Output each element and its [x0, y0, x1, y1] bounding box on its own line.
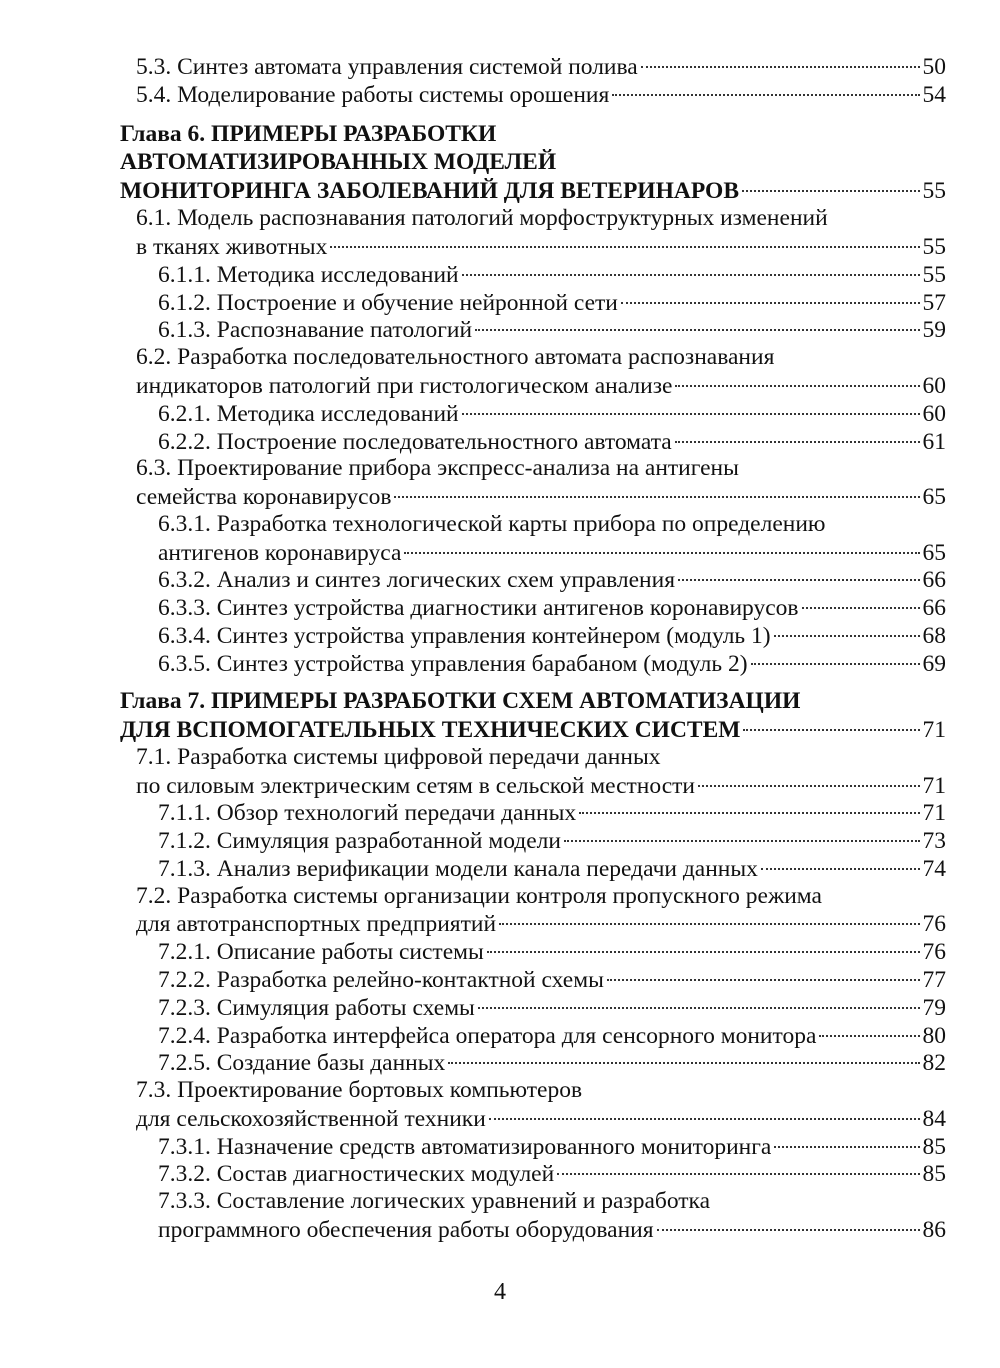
toc-entry-title: 6.1.3. Распознавание патологий	[158, 316, 473, 343]
toc-page-number: 60	[922, 400, 946, 427]
toc-page-number: 84	[922, 1105, 946, 1132]
toc-entry-title: 5.3. Синтез автомата управления системой полива	[136, 53, 638, 80]
chapter-6-heading-line-3: МОНИТОРИНГА ЗАБОЛЕВАНИЙ ДЛЯ ВЕТЕРИНАРОВ	[120, 177, 740, 204]
toc-entry-6-3-4[interactable]	[0, 622, 946, 650]
toc-page-number: 65	[922, 539, 946, 566]
toc-entry-title: 7.2.5. Создание базы данных	[158, 1049, 446, 1076]
toc-entry-title: 5.4. Моделирование работы системы орошения	[136, 81, 610, 108]
dot-leader	[641, 66, 920, 68]
toc-entry-7-1-2[interactable]	[0, 827, 946, 855]
dot-leader	[489, 1118, 920, 1120]
toc-entry-7-2-4[interactable]	[0, 1022, 946, 1050]
toc-entry-title: семейства коронавирусов	[136, 483, 392, 510]
toc-entry-5-4[interactable]	[0, 81, 946, 109]
toc-entry-6-1-2[interactable]	[0, 289, 946, 317]
toc-page-number: 76	[922, 938, 946, 965]
toc-entry-6-3-1[interactable]	[0, 539, 946, 567]
dot-leader	[579, 812, 919, 814]
toc-entry-title: 7.3.1. Назначение средств автоматизированного мониторинга	[158, 1133, 772, 1160]
toc-page-number: 71	[922, 716, 946, 743]
dot-leader	[774, 1146, 919, 1148]
toc-page-number: 79	[922, 994, 946, 1021]
toc-page-number: 59	[922, 316, 946, 343]
toc-page-number: 66	[922, 594, 946, 621]
dot-leader	[404, 552, 919, 554]
toc-entry-6-3[interactable]	[0, 483, 946, 511]
toc-page-number: 60	[922, 372, 946, 399]
toc-page-number: 50	[922, 53, 946, 80]
toc-entry-title: 7.2.1. Описание работы системы	[158, 938, 484, 965]
dot-leader	[330, 246, 919, 248]
toc-entry-title: 6.2.2. Построение последовательностного автомата	[158, 428, 672, 455]
toc-entry-7-3-line-1: 7.3. Проектирование бортовых компьютеров	[136, 1077, 583, 1103]
toc-page-number: 82	[922, 1049, 946, 1076]
toc-entry-6-3-3[interactable]	[0, 594, 946, 622]
toc-page-number: 66	[922, 566, 946, 593]
toc-entry-title: 7.3.2. Состав диагностических модулей	[158, 1160, 555, 1187]
toc-entry-title: 6.1.2. Построение и обучение нейронной сети	[158, 289, 618, 316]
toc-entry-7-2-3[interactable]	[0, 994, 946, 1022]
dot-leader	[675, 441, 920, 443]
toc-page-number: 57	[922, 289, 946, 316]
toc-entry-7-2-1[interactable]	[0, 938, 946, 966]
chapter-6-heading-line-2: АВТОМАТИЗИРОВАННЫХ МОДЕЛЕЙ	[120, 149, 557, 175]
dot-leader	[743, 729, 919, 731]
dot-leader	[819, 1035, 919, 1037]
chapter-6-heading-line-1: Глава 6. ПРИМЕРЫ РАЗРАБОТКИ	[120, 121, 497, 147]
dot-leader	[612, 94, 919, 96]
toc-entry-title: 7.1.3. Анализ верификации модели канала передачи данных	[158, 855, 758, 882]
toc-entry-7-2[interactable]	[0, 910, 946, 938]
toc-entry-title: 6.3.3. Синтез устройства диагностики антигенов коронавирусов	[158, 594, 799, 621]
toc-entry-6-2-line-1: 6.2. Разработка последовательностного автомата распознавания	[136, 344, 775, 370]
toc-page-number: 85	[922, 1160, 946, 1187]
toc-entry-6-3-5[interactable]	[0, 650, 946, 678]
toc-entry-title: в тканях животных	[136, 233, 328, 260]
toc-entry-7-2-line-1: 7.2. Разработка системы организации контроля пропускного режима	[136, 883, 822, 909]
toc-page-number: 55	[922, 233, 946, 260]
toc-page-number: 85	[922, 1133, 946, 1160]
dot-leader	[802, 607, 920, 609]
dot-leader	[564, 840, 920, 842]
toc-entry-7-3-3[interactable]	[0, 1216, 946, 1244]
dot-leader	[678, 579, 919, 581]
toc-entry-title: 7.2.4. Разработка интерфейса оператора для сенсорного монитора	[158, 1022, 817, 1049]
toc-entry-6-3-2[interactable]	[0, 566, 946, 594]
toc-entry-title: 6.3.2. Анализ и синтез логических схем управления	[158, 566, 676, 593]
toc-entry-title: 6.1.1. Методика исследований	[158, 261, 459, 288]
dot-leader	[478, 1007, 920, 1009]
toc-entry-title: 6.3.5. Синтез устройства управления барабаном (модуль 2)	[158, 650, 748, 677]
dot-leader	[621, 302, 920, 304]
dot-leader	[462, 413, 920, 415]
toc-page-number: 61	[922, 428, 946, 455]
dot-leader	[698, 785, 920, 787]
toc-entry-title: программного обеспечения работы оборудования	[158, 1216, 654, 1243]
toc-entry-6-3-1-line-1: 6.3.1. Разработка технологической карты прибора по определению	[158, 511, 826, 537]
toc-entry-6-3-line-1: 6.3. Проектирование прибора экспресс-анализа на антигены	[136, 455, 739, 481]
toc-entry-title: 6.2.1. Методика исследований	[158, 400, 459, 427]
toc-entry-title: 7.1.1. Обзор технологий передачи данных	[158, 799, 577, 826]
toc-entry-title: антигенов коронавируса	[158, 539, 402, 566]
toc-page-number: 86	[922, 1216, 946, 1243]
dot-leader	[475, 329, 919, 331]
dot-leader	[462, 274, 920, 276]
toc-page-number: 55	[922, 261, 946, 288]
dot-leader	[487, 951, 920, 953]
toc-entry-7-2-2[interactable]	[0, 966, 946, 994]
dot-leader	[657, 1229, 920, 1231]
toc-entry-title: для сельскохозяйственной техники	[136, 1105, 486, 1132]
chapter-7-heading-line-1: Глава 7. ПРИМЕРЫ РАЗРАБОТКИ СХЕМ АВТОМАТИЗАЦИИ	[120, 688, 801, 714]
toc-entry-6-1[interactable]	[0, 233, 946, 261]
toc-entry-7-3[interactable]	[0, 1105, 946, 1133]
toc-entry-title: 7.2.2. Разработка релейно-контактной схемы	[158, 966, 604, 993]
toc-page-number: 77	[922, 966, 946, 993]
toc-entry-7-1-line-1: 7.1. Разработка системы цифровой передачи данных	[136, 744, 661, 770]
dot-leader	[675, 385, 919, 387]
toc-entry-6-1-line-1: 6.1. Модель распознавания патологий морфоструктурных изменений	[136, 205, 828, 231]
toc-entry-6-2-2[interactable]	[0, 428, 946, 456]
toc-entry-title: по силовым электрическим сетям в сельской местности	[136, 772, 695, 799]
toc-entry-chapter-7[interactable]	[0, 716, 946, 744]
toc-page-number: 65	[922, 483, 946, 510]
toc-page-number: 76	[922, 910, 946, 937]
toc-page-number: 55	[922, 177, 946, 204]
toc-page-number: 71	[922, 799, 946, 826]
toc-page-number: 80	[922, 1022, 946, 1049]
toc-entry-7-3-2[interactable]	[0, 1160, 946, 1188]
dot-leader	[742, 190, 919, 192]
toc-entry-title: 7.2.3. Симуляция работы схемы	[158, 994, 475, 1021]
toc-entry-7-1-3[interactable]	[0, 855, 946, 883]
toc-entry-title: 6.3.4. Синтез устройства управления контейнером (модуль 1)	[158, 622, 771, 649]
toc-entry-7-3-3-line-1: 7.3.3. Составление логических уравнений и разработка	[158, 1188, 711, 1214]
toc-page-number: 71	[922, 772, 946, 799]
toc-page-number: 68	[922, 622, 946, 649]
toc-entry-title: 7.1.2. Симуляция разработанной модели	[158, 827, 561, 854]
toc-page-number: 54	[922, 81, 946, 108]
toc-page-number: 73	[922, 827, 946, 854]
toc-entry-6-2[interactable]	[0, 372, 946, 400]
toc-entry-chapter-6[interactable]	[0, 177, 946, 205]
toc-entry-title: индикаторов патологий при гистологическом анализе	[136, 372, 673, 399]
toc-entry-6-1-1[interactable]	[0, 261, 946, 289]
toc-page-number: 69	[922, 650, 946, 677]
dot-leader	[448, 1062, 919, 1064]
toc-page-number: 74	[922, 855, 946, 882]
toc-entry-6-1-3[interactable]	[0, 316, 946, 344]
page-number: 4	[494, 1279, 506, 1305]
dot-leader	[499, 923, 919, 925]
chapter-7-heading-line-2: ДЛЯ ВСПОМОГАТЕЛЬНЫХ ТЕХНИЧЕСКИХ СИСТЕМ	[120, 716, 741, 743]
toc-entry-5-3[interactable]	[0, 53, 946, 81]
toc-entry-title: для автотранспортных предприятий	[136, 910, 497, 937]
dot-leader	[761, 868, 920, 870]
toc-entry-7-1[interactable]	[0, 772, 946, 800]
toc-entry-6-2-1[interactable]	[0, 400, 946, 428]
dot-leader	[774, 635, 920, 637]
dot-leader	[607, 979, 920, 981]
dot-leader	[394, 496, 919, 498]
dot-leader	[751, 663, 920, 665]
toc-entry-7-1-1[interactable]	[0, 799, 946, 827]
toc-entry-7-2-5[interactable]	[0, 1049, 946, 1077]
dot-leader	[557, 1173, 919, 1175]
toc-entry-7-3-1[interactable]	[0, 1133, 946, 1161]
